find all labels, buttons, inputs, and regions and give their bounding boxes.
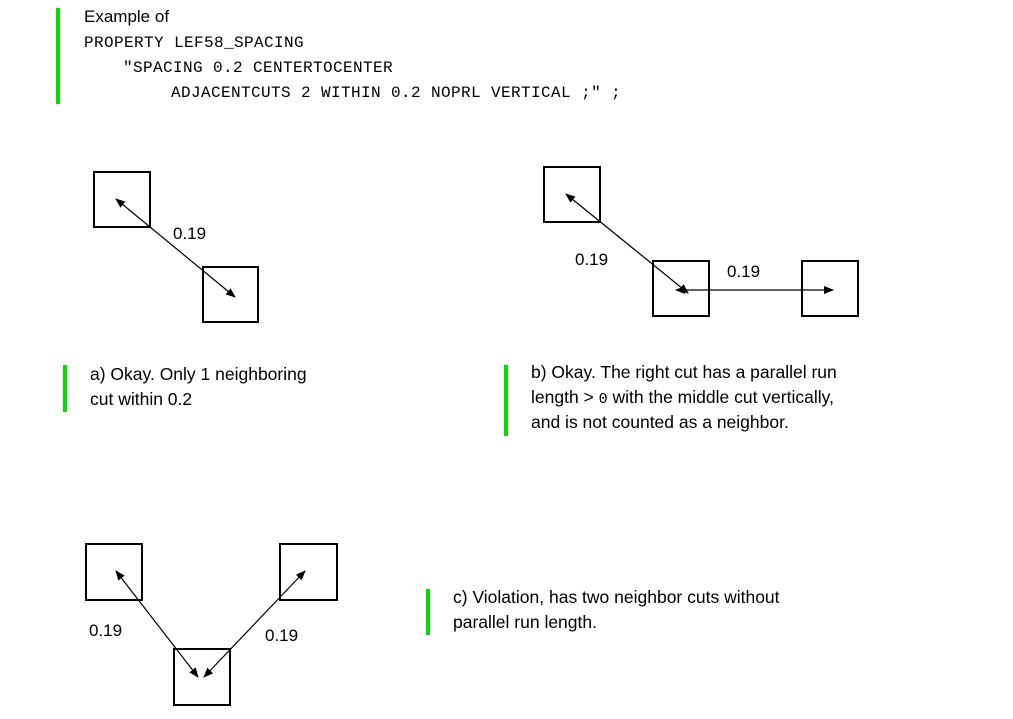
distance-label-a: 0.19 [173,224,207,243]
distance-label-c-right: 0.19 [265,626,299,645]
distance-label-b-diagonal: 0.19 [575,250,609,269]
arrow-a-diagonal [116,199,235,297]
caption-a-line-2: cut within 0.2 [90,389,193,409]
code-line-1: PROPERTY LEF58_SPACING [84,34,305,52]
example-intro: Example of [84,7,170,26]
caption-c-line-1: c) Violation, has two neighbor cuts without [453,587,780,607]
code-line-3: ADJACENTCUTS 2 WITHIN 0.2 NOPRL VERTICAL ;" ; [171,84,622,102]
distance-label-c-left: 0.19 [89,621,123,640]
caption-c-line-2: parallel run length. [453,612,597,632]
caption-b-line-2-pre: length > [531,387,599,407]
caption-a-line-1: a) Okay. Only 1 neighboring [90,364,307,384]
caption-b-line-2-post: with the middle cut vertically, [607,387,834,407]
caption-b-inline-code: 0 [598,391,608,408]
distance-label-b-horizontal: 0.19 [727,262,761,281]
arrow-c-left [116,571,198,677]
caption-b-line-1: b) Okay. The right cut has a parallel run [531,362,837,382]
arrow-b-diagonal [566,194,688,293]
code-line-2: "SPACING 0.2 CENTERTOCENTER [123,59,394,77]
arrow-c-right [204,571,305,677]
caption-b-line-3: and is not counted as a neighbor. [531,412,789,432]
